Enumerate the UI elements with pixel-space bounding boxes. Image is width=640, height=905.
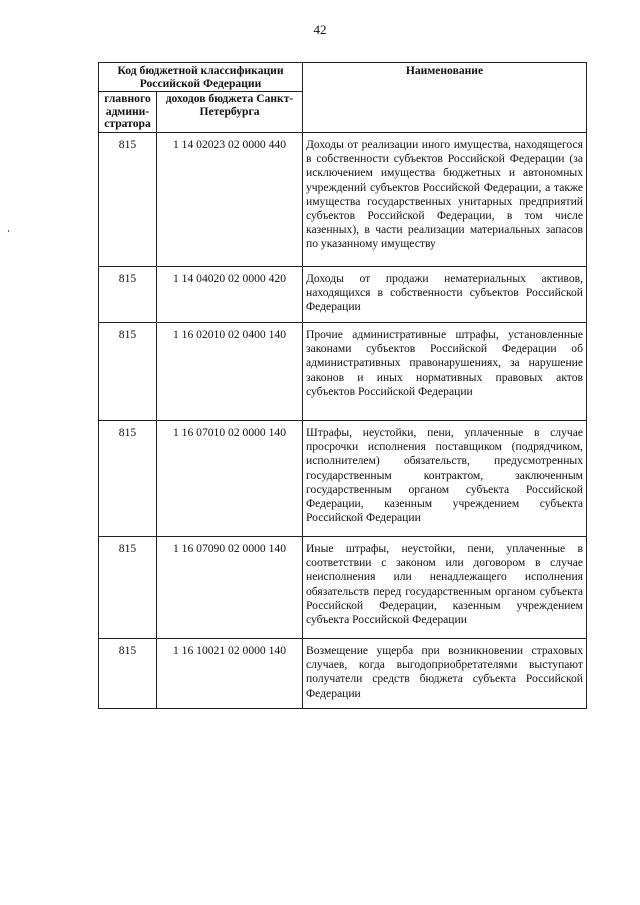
income-code-cell: 1 14 02023 02 0000 440 [157,133,303,267]
admin-code-cell: 815 [99,639,157,709]
income-code-cell: 1 16 10021 02 0000 140 [157,639,303,709]
page-number: 42 [313,22,327,37]
header-name: Наименование [303,63,587,133]
header-budget-income: доходов бюджета Санкт-Петербурга [157,92,303,133]
income-name-cell: Доходы от продажи нематериальных активов, находящихся в собственности субъектов Российской Федерации [303,267,587,323]
income-code-cell: 1 16 07090 02 0000 140 [157,537,303,639]
admin-code-cell: 815 [99,323,157,421]
income-name-cell: Иные штрафы, неустойки, пени, уплаченные в соответствии с законом или договором в случае неисполнения или ненадлежащего исполнения обязательств перед государственным органом субъекта Российской Федерации, казенным учреждением субъекта Российской Федерации [303,537,587,639]
table-row [99,639,587,709]
income-code-cell: 1 16 07010 02 0000 140 [157,421,303,537]
income-code-cell: 1 16 02010 02 0400 140 [157,323,303,421]
income-name-cell: Штрафы, неустойки, пени, уплаченные в случае просрочки исполнения поставщиком (подрядчиком, исполнителем) обязательств, предусмотренных государственным контрактом, заключенным государственным органом субъекта Российской Федерации, казенным учреждением субъекта Российской Федерации [303,421,587,537]
income-name-cell: Прочие административные штрафы, установленные законами субъектов Российской Федерации об административных правонарушениях, за нарушение законов и иных нормативных правовых актов субъектов Российской Федерации [303,323,587,421]
admin-code-cell: 815 [99,421,157,537]
admin-code-cell: 815 [99,267,157,323]
budget-classification-table [98,62,587,709]
header-classification-code: Код бюджетной классификации Российской Федерации [99,63,303,92]
scan-mark [8,230,9,232]
income-name-cell: Возмещение ущерба при возникновении страховых случаев, когда выгодоприобретателями выступают получатели средств бюджета субъекта Российской Федерации [303,639,587,709]
table-row [99,267,587,323]
income-name-cell: Доходы от реализации иного имущества, находящегося в собственности субъектов Российской Федерации (за исключением имущества бюджетных и автономных учреждений субъектов Российской Федерации, а также имущества государственных унитарных предприятий субъектов Российской Федерации, в том числе казенных), в части реализации материальных запасов по указанному имуществу [303,133,587,267]
table-row [99,133,587,267]
income-code-cell: 1 14 04020 02 0000 420 [157,267,303,323]
table-row [99,421,587,537]
admin-code-cell: 815 [99,133,157,267]
table-row [99,323,587,421]
header-main-administrator: главного админи-стратора [99,92,157,133]
table-row [99,537,587,639]
admin-code-cell: 815 [99,537,157,639]
